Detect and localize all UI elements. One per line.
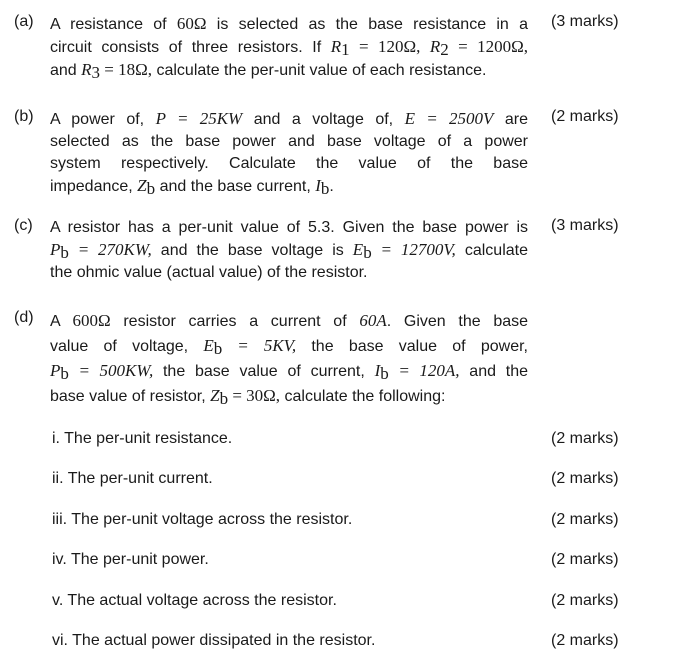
marks-label: (2 marks) [551,470,619,487]
question-text [50,13,528,82]
marks-label: (2 marks) [551,632,619,649]
sub-question-text: iii. The per-unit voltage across the resistor. [52,511,353,528]
sub-question-text: iv. The per-unit power. [52,551,209,568]
question-line: A resistor has a per-unit value of 5.3. Given the base power is [50,219,528,236]
marks-label: (3 marks) [551,13,619,30]
question-text [50,108,528,198]
question-line: value of voltage, $E_b = 5KV$, the base value of power, [50,336,528,358]
question-label: (c) [14,217,33,234]
marks-label: (2 marks) [551,511,619,528]
sub-question-text: v. The actual voltage across the resistor. [52,592,337,609]
question-line: A resistance of 60Ω is selected as the base resistance in a [50,14,528,33]
marks-label: (2 marks) [551,108,619,125]
question-text [50,309,528,409]
question-label: (d) [14,309,34,326]
question-line: $P_b = 500KW$, the base value of current, $I_b = 120A$, and the [50,361,529,383]
question-label: (b) [14,108,34,125]
question-line: A power of, P = 25KW and a voltage of, E = 2500V are [50,109,528,128]
sub-question-text: vi. The actual power dissipated in the resistor. [52,632,376,649]
marks-label: (2 marks) [551,592,619,609]
question-line: impedance, $Z_b$ and the base current, $I_b$. [50,176,334,198]
question-text [50,217,528,284]
question-line: and $R_3 = 18\Omega$, calculate the per-unit value of each resistance. [50,60,487,82]
question-line: selected as the base power and base voltage of a power [50,133,528,150]
question-line: system respectively. Calculate the value of the base [50,155,528,172]
question-line: base value of resistor, $Z_b = 30\Omega$, calculate the following: [50,386,446,408]
question-line: the ohmic value (actual value) of the resistor. [50,264,368,281]
question-line: $P_b = 270KW$, and the base voltage is $E_b = 12700V$, calculate [50,240,529,262]
sub-question-text: ii. The per-unit current. [52,470,213,487]
question-line: A 600Ω resistor carries a current of 60A. Given the base [50,311,529,330]
sub-question-text: i. The per-unit resistance. [52,430,233,447]
marks-label: (2 marks) [551,430,619,447]
question-line: circuit consists of three resistors. If $R_1 = 120\Omega$, $R_2 = 1200\Omega$, [50,37,528,59]
marks-label: (3 marks) [551,217,619,234]
question-label: (a) [14,13,34,30]
marks-label: (2 marks) [551,551,619,568]
